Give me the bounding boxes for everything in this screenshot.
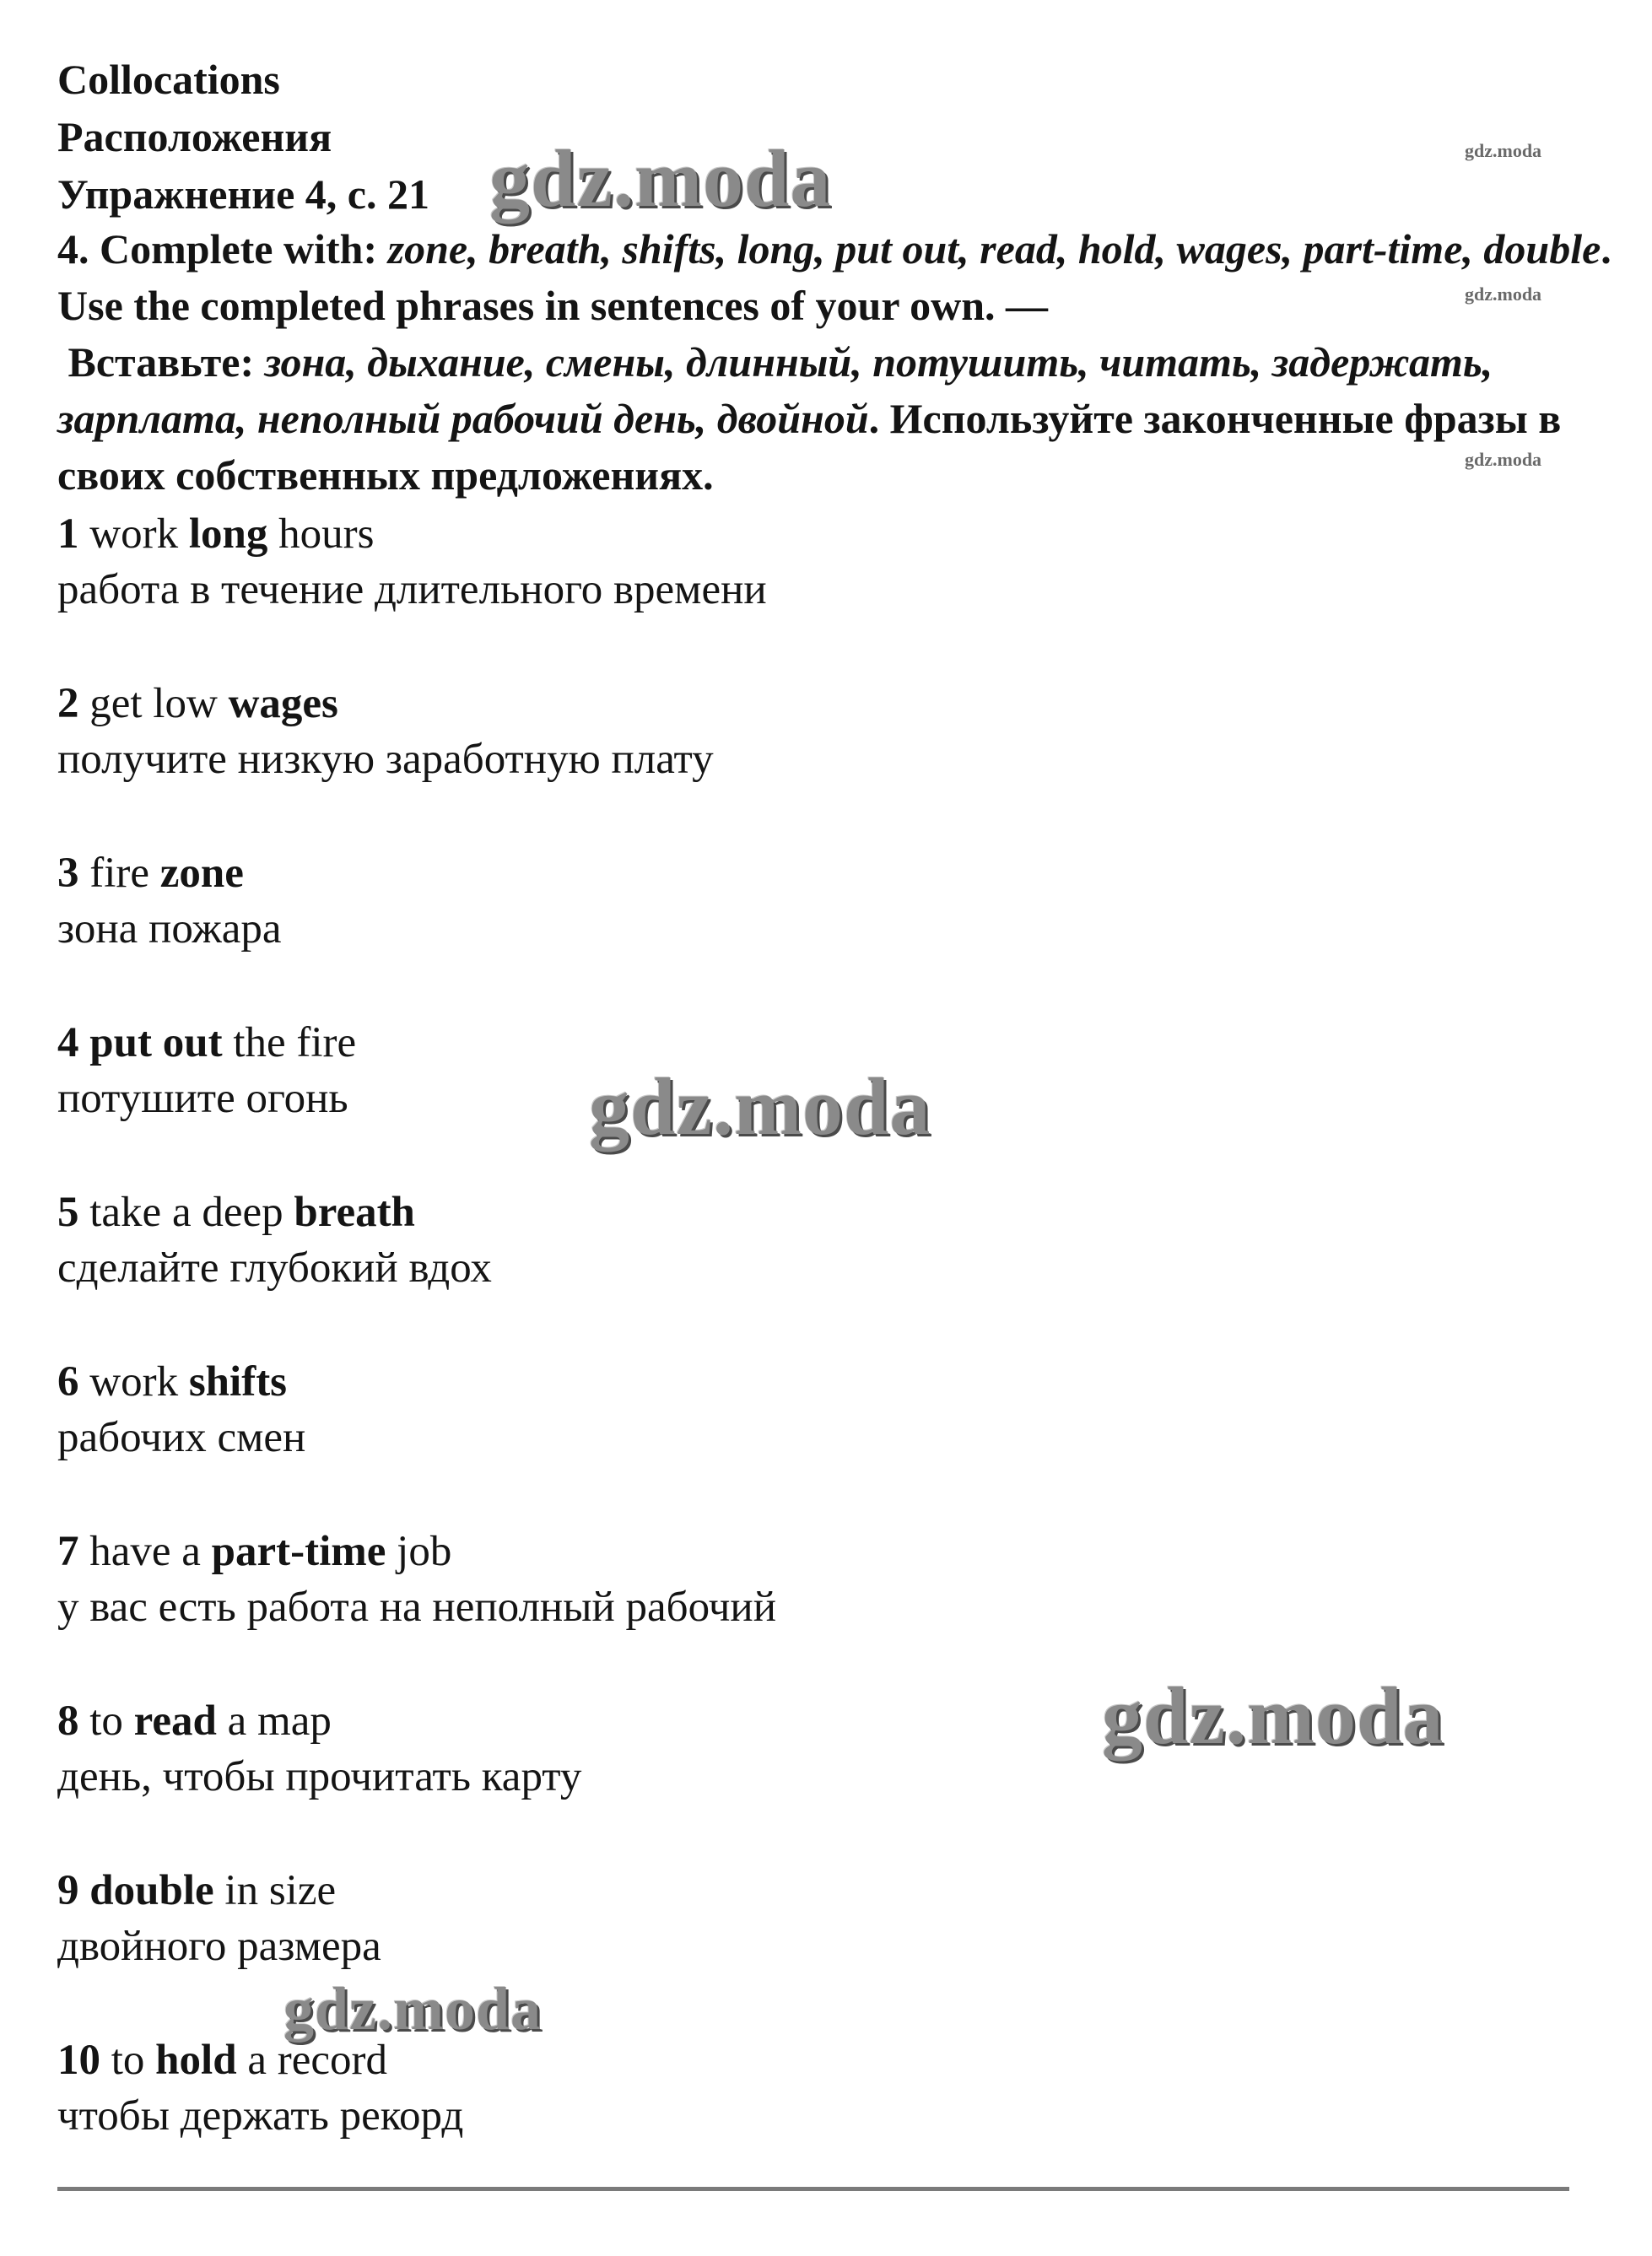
- bottom-divider: [57, 2187, 1569, 2191]
- item-english: [57, 506, 767, 562]
- task-en-suffix: . Use the completed phrases in sentences of your own. —: [57, 225, 1612, 329]
- item-translation: у вас есть работа на неполный рабочий: [57, 1584, 777, 1631]
- item-text: in size: [213, 1867, 337, 1914]
- item-english: [57, 1693, 581, 1749]
- item-number: 4: [57, 1019, 79, 1066]
- item-text: fire: [78, 850, 160, 897]
- item-text: the fire: [222, 1019, 357, 1066]
- item-translation: день, чтобы прочитать карту: [57, 1753, 582, 1800]
- task-en-prefix: 4. Complete with:: [57, 225, 388, 273]
- item-text: get low: [78, 680, 229, 727]
- item-number: 5: [57, 1189, 79, 1236]
- title-russian: Расположения: [57, 113, 332, 160]
- item-text: work: [78, 1358, 189, 1406]
- task-ru-suffix: . Используйте законченные фразы в своих собственных предложениях.: [57, 395, 1562, 499]
- item-translation: сделайте глубокий вдох: [57, 1244, 492, 1292]
- item-english: [57, 1524, 776, 1579]
- item-number: 8: [57, 1697, 79, 1745]
- item-text: a map: [216, 1697, 332, 1745]
- list-item: [57, 1524, 776, 1635]
- item-text: hours: [267, 510, 375, 558]
- item-keyword: part-time: [211, 1528, 386, 1575]
- item-number: 6: [57, 1358, 79, 1406]
- watermark-logo: gdz.moda: [1102, 1670, 1444, 1761]
- watermark-logo: gdz.moda: [589, 1061, 931, 1152]
- item-text: have a: [78, 1528, 212, 1575]
- task-ru-prefix: Вставьте:: [67, 338, 265, 386]
- item-english: [57, 845, 282, 901]
- item-text: work: [78, 510, 189, 558]
- list-item: [57, 845, 282, 957]
- watermark-logo: gdz.moda: [489, 133, 832, 224]
- item-keyword: shifts: [188, 1358, 288, 1406]
- list-item: [57, 676, 714, 787]
- item-text: to: [78, 1697, 134, 1745]
- item-number: 1: [57, 510, 79, 558]
- item-text: to: [100, 2037, 156, 2084]
- exercise-reference: Упражнение 4, с. 21: [57, 170, 429, 218]
- task-ru-words: зона, дыхание, смены, длинный, потушить, читать, задержать, зарплата, неполный рабочий день, двойной: [57, 338, 1493, 442]
- item-number: 3: [57, 850, 79, 897]
- watermark-logo: gdz.moda: [283, 1975, 543, 2043]
- item-english: [57, 1015, 356, 1071]
- item-keyword: long: [188, 510, 268, 558]
- item-keyword: breath: [294, 1189, 415, 1236]
- item-text: [79, 1019, 90, 1066]
- list-item: [57, 2032, 463, 2144]
- list-item: [57, 1354, 305, 1465]
- item-english: [57, 1354, 305, 1410]
- item-text: [79, 1867, 90, 1914]
- item-translation: работа в течение длительного времени: [57, 566, 767, 613]
- item-keyword: hold: [155, 2037, 237, 2084]
- item-keyword: put out: [89, 1019, 223, 1066]
- item-number: 7: [57, 1528, 79, 1575]
- watermark-logo: gdz.moda: [1465, 283, 1542, 305]
- watermark-logo: gdz.moda: [1465, 140, 1542, 161]
- item-number: 2: [57, 680, 79, 727]
- item-number: 9: [57, 1867, 79, 1914]
- item-translation: рабочих смен: [57, 1414, 306, 1461]
- item-number: 10: [57, 2037, 100, 2084]
- task-en-words: zone, breath, shifts, long, put out, read, hold, wages, part-time, double: [387, 225, 1601, 273]
- item-english: [57, 1863, 381, 1919]
- task-instructions: [57, 221, 1618, 504]
- item-translation: двойного размера: [57, 1923, 381, 1970]
- item-keyword: double: [89, 1867, 214, 1914]
- item-english: [57, 1185, 492, 1240]
- item-keyword: read: [133, 1697, 217, 1745]
- item-keyword: zone: [159, 850, 244, 897]
- item-text: a record: [236, 2037, 387, 2084]
- item-translation: зона пожара: [57, 905, 282, 953]
- list-item: [57, 1863, 381, 1974]
- list-item: [57, 506, 767, 618]
- list-item: [57, 1693, 581, 1805]
- item-translation: потушите огонь: [57, 1075, 348, 1122]
- item-keyword: wages: [228, 680, 338, 727]
- item-english: [57, 676, 714, 731]
- item-translation: получите низкую заработную плату: [57, 736, 714, 783]
- title-collocations: Collocations: [57, 56, 280, 103]
- item-text: take a deep: [78, 1189, 294, 1236]
- list-item: [57, 1185, 492, 1296]
- item-translation: чтобы держать рекорд: [57, 2092, 464, 2140]
- item-text: job: [386, 1528, 452, 1575]
- list-item: [57, 1015, 356, 1126]
- watermark-logo: gdz.moda: [1465, 449, 1542, 470]
